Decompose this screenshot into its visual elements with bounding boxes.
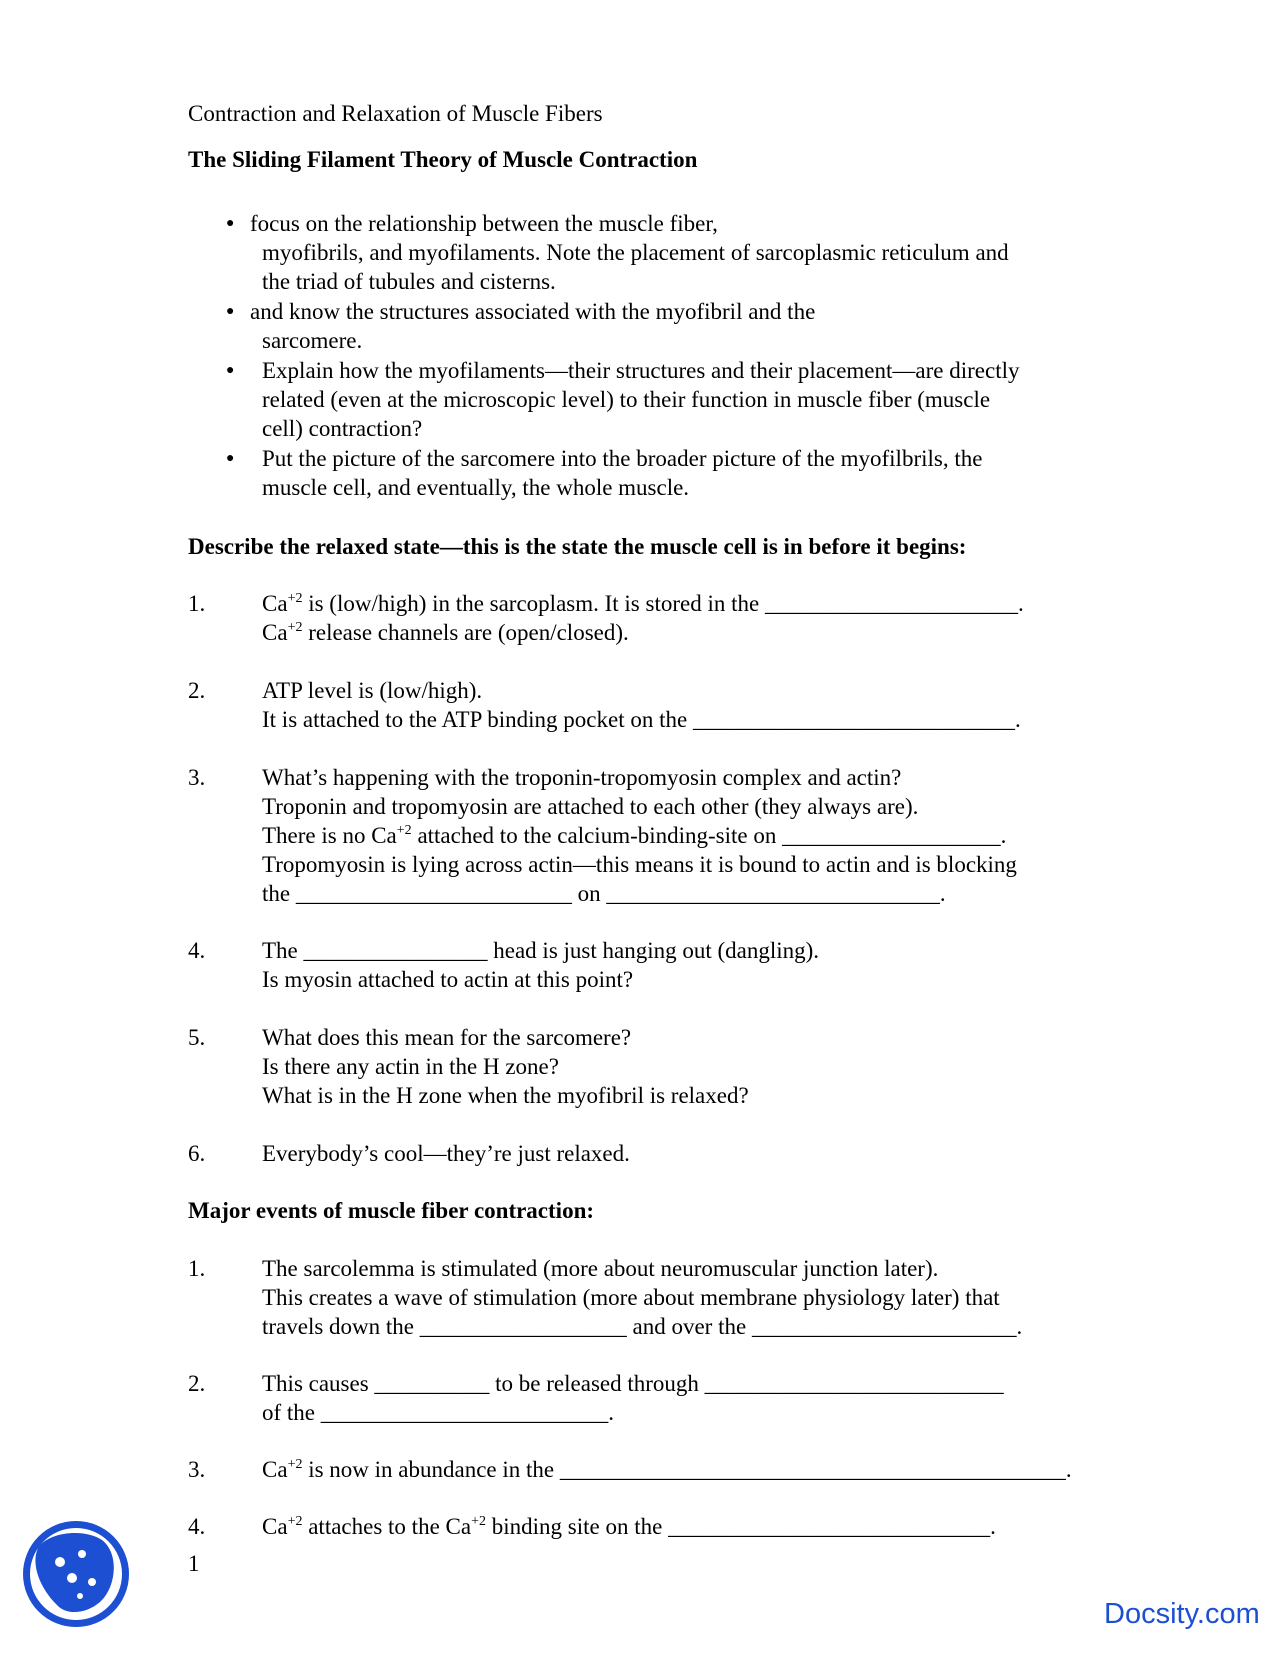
docsity-logo-icon [20,1518,132,1630]
item-number: 3. [188,765,206,790]
section-heading: The Sliding Filament Theory of Muscle Contraction [188,147,698,172]
relaxed-1-line-2: $Ca^{+2}$ release channels are (open/closed). [262,620,629,645]
major-2-line-2: of the _________________________. [262,1400,615,1425]
major-1-line-1: The sarcolemma is stimulated (more about neuromuscular junction later). [262,1256,939,1281]
bullet-2-line-2: sarcomere. [262,328,363,353]
bullet-4-line-2: muscle cell, and eventually, the whole muscle. [262,475,690,500]
bullet-4-line-1: Put the picture of the sarcomere into the broader picture of the myofilbrils, the [262,446,983,471]
bullet-dot: ● [226,451,235,466]
bullet-2-line-1: and know the structures associated with the myofibril and the [250,299,816,324]
item-number: 6. [188,1141,206,1166]
relaxed-3-line-3: There is no $Ca^{+2}$ attached to the calcium-binding-site on ___________________. [262,823,1007,848]
major-3-line-1: $Ca^{+2}$ is now in abundance in the ____________________________________________. [262,1457,1072,1482]
page-number: 1 [188,1551,200,1576]
relaxed-2-line-2: It is attached to the ATP binding pocket on the ____________________________. [262,707,1021,732]
bullet-1-line-1: focus on the relationship between the muscle fiber, [250,211,718,236]
relaxed-5-line-1: What does this mean for the sarcomere? [262,1025,632,1050]
document-title: Contraction and Relaxation of Muscle Fibers [188,101,603,126]
relaxed-3-line-2: Troponin and tropomyosin are attached to each other (they always are). [262,794,919,819]
major-1-line-3: travels down the __________________ and over the _______________________. [262,1314,1023,1339]
item-number: 4. [188,1514,206,1539]
bullet-dot: ● [226,216,235,231]
major-1-line-2: This creates a wave of stimulation (more about membrane physiology later) that [262,1285,1000,1310]
bullet-dot: ● [226,363,235,378]
relaxed-4-line-2: Is myosin attached to actin at this point? [262,967,634,992]
item-number: 2. [188,1371,206,1396]
item-number: 1. [188,1256,206,1281]
bullet-3-line-3: cell) contraction? [262,416,423,441]
relaxed-5-line-3: What is in the H zone when the myofibril is relaxed? [262,1083,749,1108]
bullet-3-line-2: related (even at the microscopic level) to their function in muscle fiber (muscle [262,387,991,412]
item-number: 4. [188,938,206,963]
item-number: 5. [188,1025,206,1050]
bullet-1-line-2: myofibrils, and myofilaments. Note the placement of sarcoplasmic reticulum and [262,240,1009,265]
major-heading: Major events of muscle fiber contraction: [188,1198,595,1223]
relaxed-6-line-1: Everybody’s cool—they’re just relaxed. [262,1141,630,1166]
item-number: 1. [188,591,206,616]
docsity-brand[interactable]: Docsity.com [1104,1598,1260,1630]
bullet-3-line-1: Explain how the myofilaments—their structures and their placement—are directly [262,358,1020,383]
relaxed-3-line-1: What’s happening with the troponin-tropomyosin complex and actin? [262,765,902,790]
relaxed-2-line-1: ATP level is (low/high). [262,678,483,703]
relaxed-5-line-2: Is there any actin in the H zone? [262,1054,559,1079]
item-number: 2. [188,678,206,703]
major-2-line-1: This causes __________ to be released through __________________________ [262,1371,1004,1396]
item-number: 3. [188,1457,206,1482]
relaxed-heading: Describe the relaxed state—this is the state the muscle cell is in before it begins: [188,534,967,559]
major-4-line-1: $Ca^{+2}$ attaches to the $Ca^{+2}$ binding site on the ____________________________. [262,1514,996,1539]
relaxed-3-line-5: the ________________________ on _____________________________. [262,881,946,906]
relaxed-1-line-1: $Ca^{+2}$ is (low/high) in the sarcoplasm. It is stored in the ______________________. [262,591,1024,616]
bullet-1-line-3: the triad of tubules and cisterns. [262,269,556,294]
relaxed-3-line-4: Tropomyosin is lying across actin—this means it is bound to actin and is blocking [262,852,1017,877]
bullet-dot: ● [226,304,235,319]
relaxed-4-line-1: The ________________ head is just hanging out (dangling). [262,938,820,963]
